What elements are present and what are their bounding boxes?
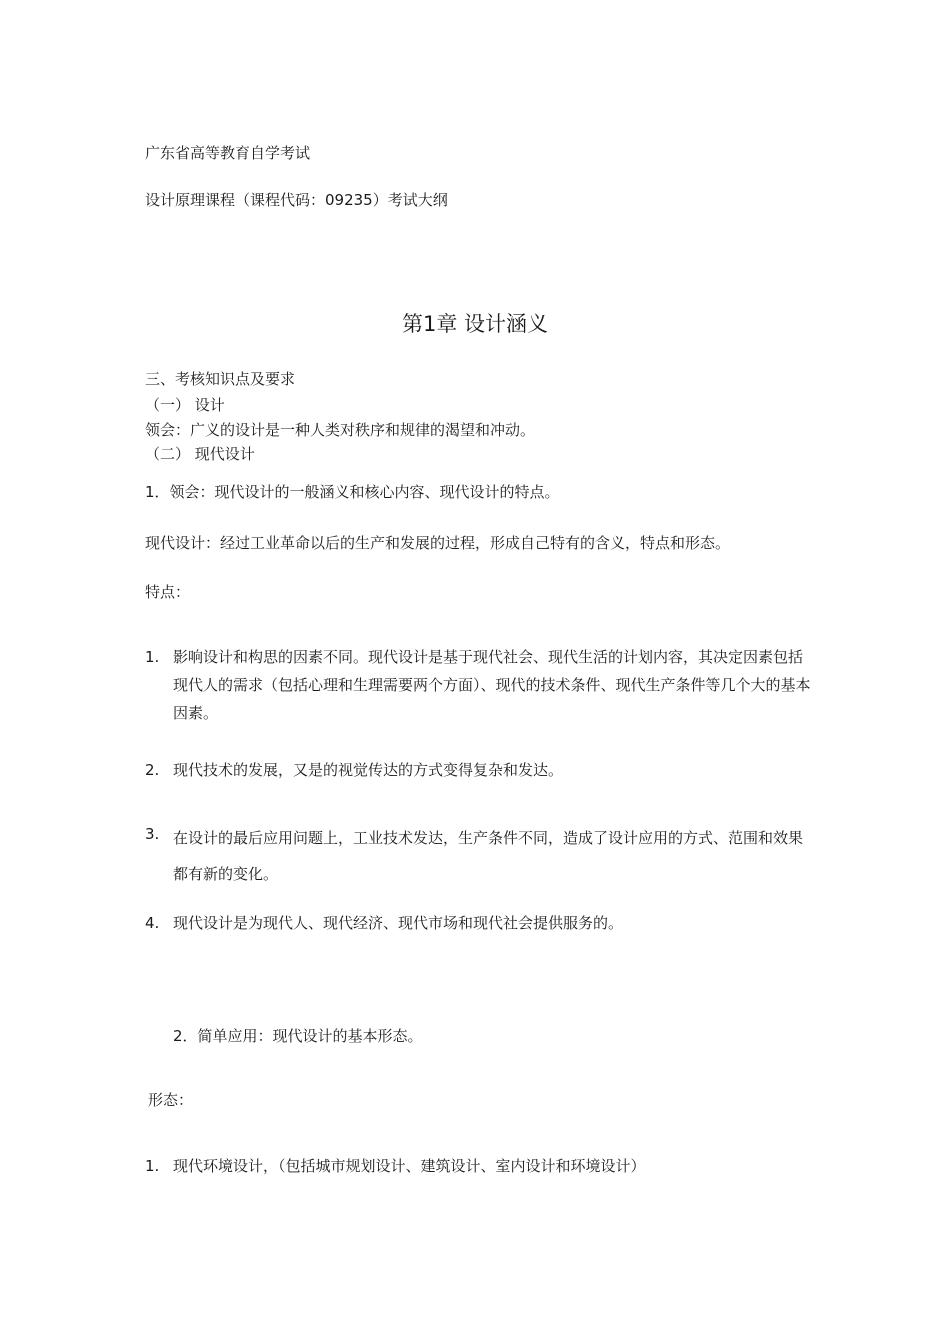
subsection-modern-design: （二） 现代设计	[145, 445, 255, 463]
form-1-text: 现代环境设计，（包括城市规划设计、建筑设计、室内设计和环境设计）	[173, 1157, 646, 1175]
feature-4-number: 4.	[145, 914, 160, 932]
form-1-number: 1.	[145, 1157, 160, 1175]
feature-2-number: 2.	[145, 761, 160, 779]
header-line-1: 广东省高等教育自学考试	[145, 144, 311, 162]
header-line-2: 设计原理课程（课程代码：09235）考试大纲	[145, 191, 448, 209]
item-1-comprehension: 1．领会：现代设计的一般涵义和核心内容、现代设计的特点。	[145, 483, 560, 501]
subsection-design: （一） 设计	[145, 396, 225, 414]
feature-3-text: 在设计的最后应用问题上，工业技术发达，生产条件不同，造成了设计应用的方式、范围和效果都有新的变化。	[173, 829, 804, 883]
feature-4-text: 现代设计是为现代人、现代经济、现代市场和现代社会提供服务的。	[173, 914, 624, 932]
feature-3-number: 3.	[145, 825, 160, 843]
feature-1-text: 影响设计和构思的因素不同。现代设计是基于现代社会、现代生活的计划内容，其决定因素包括现代人的需求（包括心理和生理需要两个方面）、现代的技术条件、现代生产条件等几个大的基本因素。	[173, 648, 811, 722]
section-heading: 三、考核知识点及要求	[145, 370, 296, 388]
features-label: 特点：	[145, 583, 191, 601]
forms-label: 形态：	[148, 1091, 194, 1109]
feature-1-number: 1.	[145, 648, 160, 666]
subsection-design-note: 领会：广义的设计是一种人类对秩序和规律的渴望和冲动。	[145, 421, 536, 439]
modern-design-definition: 现代设计：经过工业革命以后的生产和发展的过程，形成自己特有的含义，特点和形态。	[145, 534, 731, 552]
feature-2-text: 现代技术的发展，又是的视觉传达的方式变得复杂和发达。	[173, 761, 564, 779]
chapter-title: 第1章 设计涵义	[401, 312, 549, 336]
item-2-application: 2．简单应用：现代设计的基本形态。	[173, 1027, 423, 1045]
